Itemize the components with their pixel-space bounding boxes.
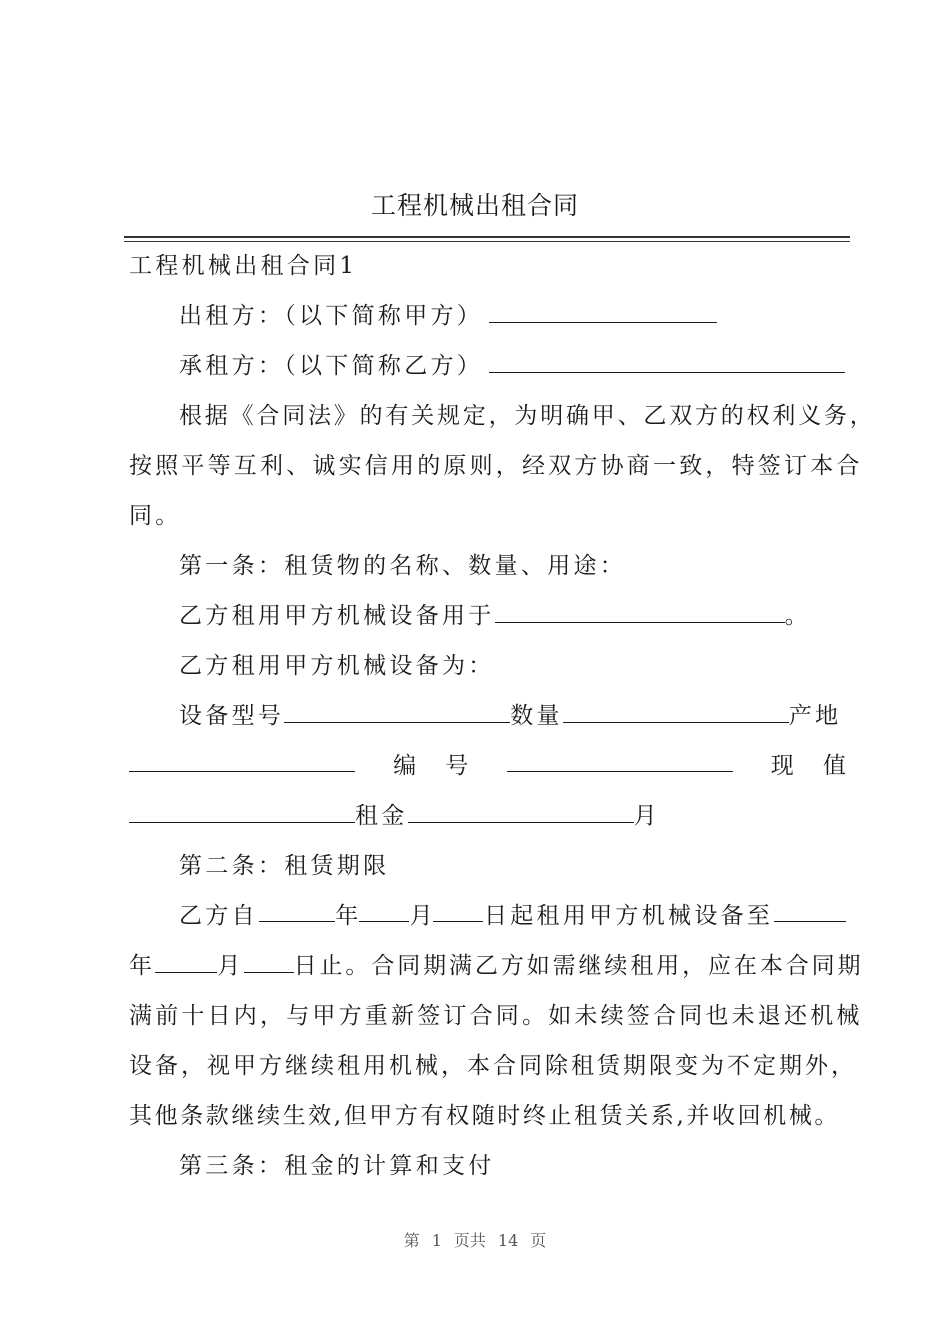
equipment-line-2: [129, 751, 846, 781]
lessee-label: 承租方：（以下简称乙方）: [179, 353, 484, 379]
start-day-blank: [433, 901, 483, 922]
lessee-line: [129, 351, 846, 381]
number-blank: [507, 751, 733, 772]
usage-blank: [495, 602, 785, 623]
term-from: 乙方自: [179, 903, 258, 929]
end-year-blank: [774, 901, 846, 922]
rent-blank: [408, 802, 634, 823]
end-day-blank: [244, 952, 294, 973]
lessor-blank: [489, 302, 717, 323]
number-label: 编 号: [393, 753, 469, 779]
header-title: 工程机械出租合同: [370, 191, 579, 220]
rent-label: 租金: [355, 803, 408, 829]
usage-label: 乙方租用甲方机械设备用于: [179, 603, 495, 629]
start-year-blank: [259, 901, 335, 922]
origin-label: 产地: [788, 703, 842, 729]
equipment-line-1: [129, 701, 846, 731]
equipment-line-3: [129, 801, 846, 831]
end-month-blank: [155, 952, 217, 973]
origin-blank: [129, 751, 355, 772]
intro-line-1: 根据《合同法》的有关规定，为明确甲、乙双方的权利义务，: [179, 403, 876, 429]
article1-title: 第一条：租赁物的名称、数量、用途：: [179, 553, 627, 579]
quantity-label: 数量: [510, 703, 563, 729]
footer-middle: 页共: [453, 1231, 486, 1250]
year-label-1: 年: [335, 903, 359, 929]
footer-total-pages: 14: [497, 1231, 519, 1250]
intro-line-2: 按照平等互利、诚实信用的原则，经双方协商一致，特签订本合: [129, 453, 863, 479]
term-line-2-end: 日止。合同期满乙方如需继续租用，应在本合同期: [293, 953, 864, 979]
header-rule-thick: [124, 236, 850, 238]
year-label-2: 年: [129, 953, 156, 979]
lessee-blank: [489, 352, 845, 373]
equipment-intro: 乙方租用甲方机械设备为：: [179, 653, 495, 679]
usage-end: 。: [784, 603, 811, 629]
term-line-1: [129, 901, 846, 931]
day-start-text: 日起租用甲方机械设备至: [483, 903, 774, 929]
value-label: 现 值: [770, 753, 846, 779]
quantity-blank: [563, 702, 789, 723]
footer-current-page: 1: [431, 1231, 442, 1250]
term-line-2: [129, 951, 864, 981]
model-label: 设备型号: [179, 703, 285, 729]
header-rule-thin: [124, 241, 850, 242]
month-label: 月: [633, 803, 660, 829]
contract-heading: 工程机械出租合同1: [129, 253, 358, 279]
footer-prefix: 第: [403, 1231, 420, 1250]
value-blank: [129, 802, 355, 823]
intro-line-3: 同。: [129, 503, 182, 529]
usage-line: [129, 601, 846, 631]
start-month-blank: [359, 901, 409, 922]
article2-title: 第二条：租赁期限: [179, 853, 390, 879]
footer-suffix: 页: [530, 1231, 547, 1250]
month-label-2: 月: [217, 953, 244, 979]
term-line-5: 其他条款继续生效,但甲方有权随时终止租赁关系,并收回机械。: [129, 1103, 841, 1129]
term-line-4: 设备，视甲方继续租用机械，本合同除租赁期限变为不定期外，: [129, 1053, 857, 1079]
model-blank: [284, 702, 510, 723]
lessor-line: [129, 301, 846, 331]
month-label-1: 月: [409, 903, 433, 929]
lessor-label: 出租方：（以下简称甲方）: [179, 303, 484, 329]
term-line-3: 满前十日内，与甲方重新签订合同。如未续签合同也未退还机械: [129, 1003, 863, 1029]
page-footer: [0, 1228, 950, 1251]
article3-title: 第三条：租金的计算和支付: [179, 1153, 495, 1179]
